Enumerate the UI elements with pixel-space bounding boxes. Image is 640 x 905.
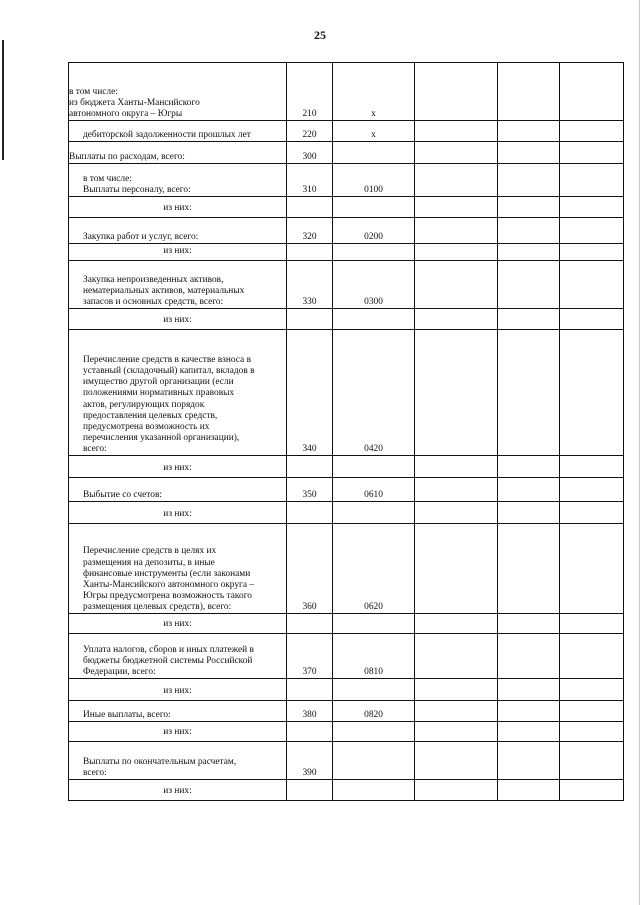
- amount-cell: [560, 218, 624, 244]
- amount-cell: [415, 780, 498, 801]
- amount-cell: [498, 244, 560, 261]
- table-row: [69, 261, 624, 309]
- row-label: [69, 63, 287, 121]
- row-label-line: Выплаты персоналу, всего:: [83, 184, 191, 195]
- table-row: [69, 634, 624, 679]
- table-row: [69, 742, 624, 780]
- table-row: [69, 478, 624, 502]
- amount-cell: [560, 679, 624, 701]
- amount-cell: [498, 330, 560, 456]
- row-label-line: предоставления целевых средств,: [83, 410, 218, 421]
- amount-cell: [498, 701, 560, 722]
- amount-cell: [560, 742, 624, 780]
- row-label-line: запасов и основных средств, всего:: [83, 296, 224, 307]
- amount-cell: [415, 142, 498, 164]
- row-kosgu-code: 0620: [333, 524, 415, 614]
- amount-cell: [498, 614, 560, 634]
- amount-cell: [498, 63, 560, 121]
- financial-plan-table: [68, 62, 624, 801]
- row-code: [287, 722, 333, 742]
- row-label-line: уставный (складочный) капитал, вкладов в: [83, 366, 255, 377]
- amount-cell: [415, 679, 498, 701]
- row-label: [69, 478, 287, 502]
- row-code: 300: [287, 142, 333, 164]
- amount-cell: [415, 330, 498, 456]
- row-label-line: Югры предусмотрена возможность такого: [83, 590, 252, 601]
- row-code: 310: [287, 164, 333, 197]
- amount-cell: [498, 197, 560, 218]
- row-label-line: предусмотрена возможность их: [83, 421, 210, 432]
- row-label-line: размещения целевых средств), всего:: [83, 601, 232, 612]
- amount-cell: [498, 142, 560, 164]
- row-label-line: Выплаты по окончательным расчетам,: [83, 756, 237, 767]
- row-label-line: из них:: [163, 785, 192, 796]
- row-label: [69, 330, 287, 456]
- row-label-line: актов, регулирующих порядок: [83, 399, 205, 410]
- row-label-line: из них:: [163, 202, 192, 213]
- row-label-line: из бюджета Ханты-Мансийского: [69, 97, 200, 108]
- row-label-line: автономного округа – Югры: [69, 108, 183, 119]
- amount-cell: [415, 121, 498, 142]
- amount-cell: [560, 63, 624, 121]
- row-label-line: финансовые инструменты (если законами: [83, 568, 251, 579]
- row-label: [69, 142, 287, 164]
- row-label-line: Выплаты по расходам, всего:: [69, 151, 185, 162]
- row-kosgu-code: 0810: [333, 634, 415, 679]
- row-label-line: бюджеты бюджетной системы Российской: [83, 655, 253, 666]
- row-label-line: в том числе:: [69, 86, 118, 97]
- row-label: [69, 197, 287, 218]
- row-label: [69, 456, 287, 478]
- row-kosgu-code: 0420: [333, 330, 415, 456]
- row-label-line: Закупка работ и услуг, всего:: [83, 231, 199, 242]
- amount-cell: [415, 742, 498, 780]
- amount-cell: [415, 722, 498, 742]
- amount-cell: [560, 197, 624, 218]
- amount-cell: [560, 309, 624, 330]
- amount-cell: [415, 634, 498, 679]
- table-row: [69, 121, 624, 142]
- row-code: 220: [287, 121, 333, 142]
- row-kosgu-code: [333, 456, 415, 478]
- row-kosgu-code: [333, 722, 415, 742]
- amount-cell: [415, 309, 498, 330]
- row-code: [287, 309, 333, 330]
- row-code: [287, 244, 333, 261]
- page-number: 25: [314, 28, 326, 42]
- row-code: [287, 679, 333, 701]
- scan-edge-mark: [2, 40, 4, 160]
- row-kosgu-code: 0100: [333, 164, 415, 197]
- amount-cell: [498, 456, 560, 478]
- amount-cell: [498, 524, 560, 614]
- amount-cell: [415, 502, 498, 524]
- row-label-line: Закупка непроизведенных активов,: [83, 274, 224, 285]
- row-label: [69, 614, 287, 634]
- row-label-line: перечисления указанной организации),: [83, 432, 240, 443]
- table-row: [69, 701, 624, 722]
- row-kosgu-code: [333, 614, 415, 634]
- amount-cell: [560, 701, 624, 722]
- row-label-line: Перечисление средств в целях их: [83, 546, 217, 557]
- row-label: [69, 218, 287, 244]
- amount-cell: [560, 478, 624, 502]
- table-row: [69, 309, 624, 330]
- row-kosgu-code: [333, 502, 415, 524]
- table-row: [69, 197, 624, 218]
- amount-cell: [560, 634, 624, 679]
- row-code: 210: [287, 63, 333, 121]
- table-row: [69, 164, 624, 197]
- amount-cell: [498, 478, 560, 502]
- amount-cell: [415, 614, 498, 634]
- row-label-line: Выбытие со счетов:: [83, 489, 162, 500]
- row-label-line: Перечисление средств в качестве взноса в: [83, 355, 251, 366]
- table-row: [69, 614, 624, 634]
- row-kosgu-code: [333, 742, 415, 780]
- row-label-line: Ханты-Мансийского автономного округа –: [83, 579, 255, 590]
- table-row: [69, 502, 624, 524]
- row-label: [69, 634, 287, 679]
- amount-cell: [560, 722, 624, 742]
- amount-cell: [415, 197, 498, 218]
- row-label: [69, 722, 287, 742]
- amount-cell: [498, 309, 560, 330]
- amount-cell: [498, 742, 560, 780]
- row-code: 360: [287, 524, 333, 614]
- row-code: 380: [287, 701, 333, 722]
- row-label-line: всего:: [83, 443, 107, 454]
- row-kosgu-code: [333, 679, 415, 701]
- row-code: 390: [287, 742, 333, 780]
- row-code: [287, 456, 333, 478]
- row-label: [69, 261, 287, 309]
- amount-cell: [560, 524, 624, 614]
- row-kosgu-code: [333, 780, 415, 801]
- row-kosgu-code: 0820: [333, 701, 415, 722]
- amount-cell: [560, 244, 624, 261]
- row-kosgu-code: [333, 197, 415, 218]
- amount-cell: [415, 218, 498, 244]
- amount-cell: [498, 634, 560, 679]
- row-label-line: из них:: [163, 726, 192, 737]
- amount-cell: [560, 121, 624, 142]
- table-row: [69, 780, 624, 801]
- row-label-line: положениями нормативных правовых: [83, 388, 235, 399]
- row-label-line: из них:: [163, 462, 192, 473]
- row-code: 370: [287, 634, 333, 679]
- amount-cell: [415, 524, 498, 614]
- row-code: 320: [287, 218, 333, 244]
- row-label: [69, 502, 287, 524]
- amount-cell: [415, 63, 498, 121]
- row-kosgu-code: 0610: [333, 478, 415, 502]
- amount-cell: [415, 456, 498, 478]
- row-label-line: Федерации, всего:: [83, 666, 156, 677]
- table-row: [69, 524, 624, 614]
- table-row: [69, 63, 624, 121]
- row-label: [69, 679, 287, 701]
- row-label: [69, 244, 287, 261]
- row-label-line: нематериальных активов, материальных: [83, 285, 245, 296]
- amount-cell: [560, 164, 624, 197]
- row-kosgu-code: 0300: [333, 261, 415, 309]
- amount-cell: [560, 142, 624, 164]
- amount-cell: [415, 701, 498, 722]
- row-label-line: дебиторской задолженности прошлых лет: [83, 129, 251, 140]
- amount-cell: [560, 502, 624, 524]
- amount-cell: [415, 478, 498, 502]
- row-label: [69, 701, 287, 722]
- amount-cell: [498, 679, 560, 701]
- row-label-line: из них:: [163, 314, 192, 325]
- amount-cell: [560, 614, 624, 634]
- row-label: [69, 164, 287, 197]
- row-code: 330: [287, 261, 333, 309]
- row-code: [287, 614, 333, 634]
- row-code: 340: [287, 330, 333, 456]
- amount-cell: [498, 164, 560, 197]
- row-kosgu-code: [333, 309, 415, 330]
- row-kosgu-code: 0200: [333, 218, 415, 244]
- amount-cell: [415, 164, 498, 197]
- row-label-line: Уплата налогов, сборов и иных платежей в: [83, 644, 254, 655]
- row-label: [69, 121, 287, 142]
- table-body: [69, 63, 624, 801]
- row-label: [69, 309, 287, 330]
- table-row: [69, 142, 624, 164]
- row-label: [69, 780, 287, 801]
- amount-cell: [498, 722, 560, 742]
- row-code: [287, 197, 333, 218]
- row-kosgu-code: [333, 142, 415, 164]
- amount-cell: [498, 502, 560, 524]
- row-code: 350: [287, 478, 333, 502]
- row-label-line: имущество другой организации (если: [83, 377, 234, 388]
- row-label-line: из них:: [163, 618, 192, 629]
- amount-cell: [498, 218, 560, 244]
- row-label-line: размещения на депозиты, в иные: [83, 557, 215, 568]
- amount-cell: [498, 780, 560, 801]
- row-label-line: из них:: [163, 245, 192, 256]
- row-label: [69, 742, 287, 780]
- amount-cell: [498, 121, 560, 142]
- table-row: [69, 722, 624, 742]
- row-label-line: Иные выплаты, всего:: [83, 709, 171, 720]
- row-label-line: из них:: [163, 685, 192, 696]
- amount-cell: [560, 780, 624, 801]
- row-code: [287, 780, 333, 801]
- row-label-line: всего:: [83, 767, 107, 778]
- table-row: [69, 679, 624, 701]
- table-row: [69, 244, 624, 261]
- row-label: [69, 524, 287, 614]
- row-code: [287, 502, 333, 524]
- table-row: [69, 456, 624, 478]
- amount-cell: [498, 261, 560, 309]
- row-label-line: в том числе:: [83, 173, 132, 184]
- row-label-line: из них:: [163, 508, 192, 519]
- row-kosgu-code: х: [333, 121, 415, 142]
- row-kosgu-code: [333, 244, 415, 261]
- amount-cell: [415, 261, 498, 309]
- table-row: [69, 218, 624, 244]
- amount-cell: [415, 244, 498, 261]
- amount-cell: [560, 456, 624, 478]
- row-kosgu-code: х: [333, 63, 415, 121]
- table-row: [69, 330, 624, 456]
- amount-cell: [560, 330, 624, 456]
- amount-cell: [560, 261, 624, 309]
